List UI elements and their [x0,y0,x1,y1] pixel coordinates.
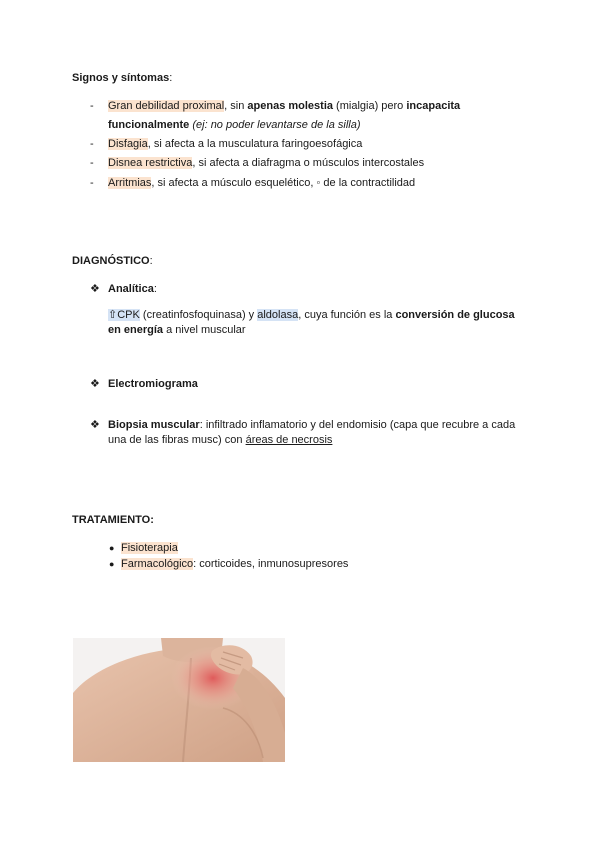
highlight: Arritmias [108,177,152,189]
highlight: Fisioterapia [121,542,178,554]
highlight: Disfagia [108,138,148,150]
highlight: aldolasa [257,309,299,321]
list-item [108,137,362,151]
signos-heading [72,72,172,84]
diagnostico-colon: : [149,255,153,267]
diamond-bullet-icon: ❖ [90,378,100,390]
biopsia-label: Biopsia muscular [108,419,200,431]
analitica-heading [108,282,157,296]
shoulder-pain-photo [73,638,285,762]
diagnostico-heading [72,255,153,267]
text: a nivel muscular [163,324,246,336]
text: : infiltrado inflamatorio y del endomisio (capa que recubre a cada [199,419,516,431]
list-item-continuation [108,118,361,132]
text: : corticoides, inmunosupresores [193,558,349,570]
list-item [108,156,424,170]
list-dash: - [90,157,94,169]
text: , cuya función es la [298,309,396,321]
tratamiento-heading: TRATAMIENTO: [72,514,154,526]
bold-text: en energía [108,324,164,336]
shoulder-illustration-icon [73,638,285,762]
underlined-text: áreas de necrosis [245,434,333,446]
list-item [121,541,178,555]
biopsia-line [108,418,515,432]
list-item [108,176,415,190]
diagnostico-title: DIAGNÓSTICO [72,255,150,267]
analitica-label: Analítica [108,283,154,295]
bold-text: apenas molestia [247,100,333,112]
signos-colon: : [169,72,173,84]
italic-text: (ej: no poder levantarse de la silla) [189,119,361,131]
text: (creatinfosfoquinasa) y [139,309,258,321]
bullet-icon: ● [109,543,115,553]
text: , si afecta a músculo esquelético, ◦ de la contractilidad [151,177,416,189]
biopsia-line [108,433,332,447]
highlight: Farmacológico [121,558,194,570]
text: , sin [224,100,248,112]
signos-title: Signos y síntomas [72,72,170,84]
text: (mialgia) pero [333,100,407,112]
bold-text: incapacita [406,100,461,112]
list-item [121,557,348,571]
highlight: ⇧CPK [108,309,140,321]
bullet-icon: ● [109,559,115,569]
highlight: Disnea restrictiva [108,157,193,169]
diamond-bullet-icon: ❖ [90,283,100,295]
list-item [108,99,460,113]
analitica-colon: : [153,283,157,295]
diamond-bullet-icon: ❖ [90,419,100,431]
bold-text: funcionalmente [108,119,190,131]
list-dash: - [90,100,94,112]
bold-text: conversión de glucosa [395,309,515,321]
list-dash: - [90,138,94,150]
list-dash: - [90,177,94,189]
analitica-line [108,308,515,322]
highlight: Gran debilidad proximal [108,100,225,112]
text: , si afecta a la musculatura faringoesofágica [147,138,363,150]
text: , si afecta a diafragma o músculos intercostales [192,157,425,169]
electromiograma-label: Electromiograma [108,378,198,390]
text: una de las fibras musc) con [108,434,246,446]
analitica-line [108,323,246,337]
